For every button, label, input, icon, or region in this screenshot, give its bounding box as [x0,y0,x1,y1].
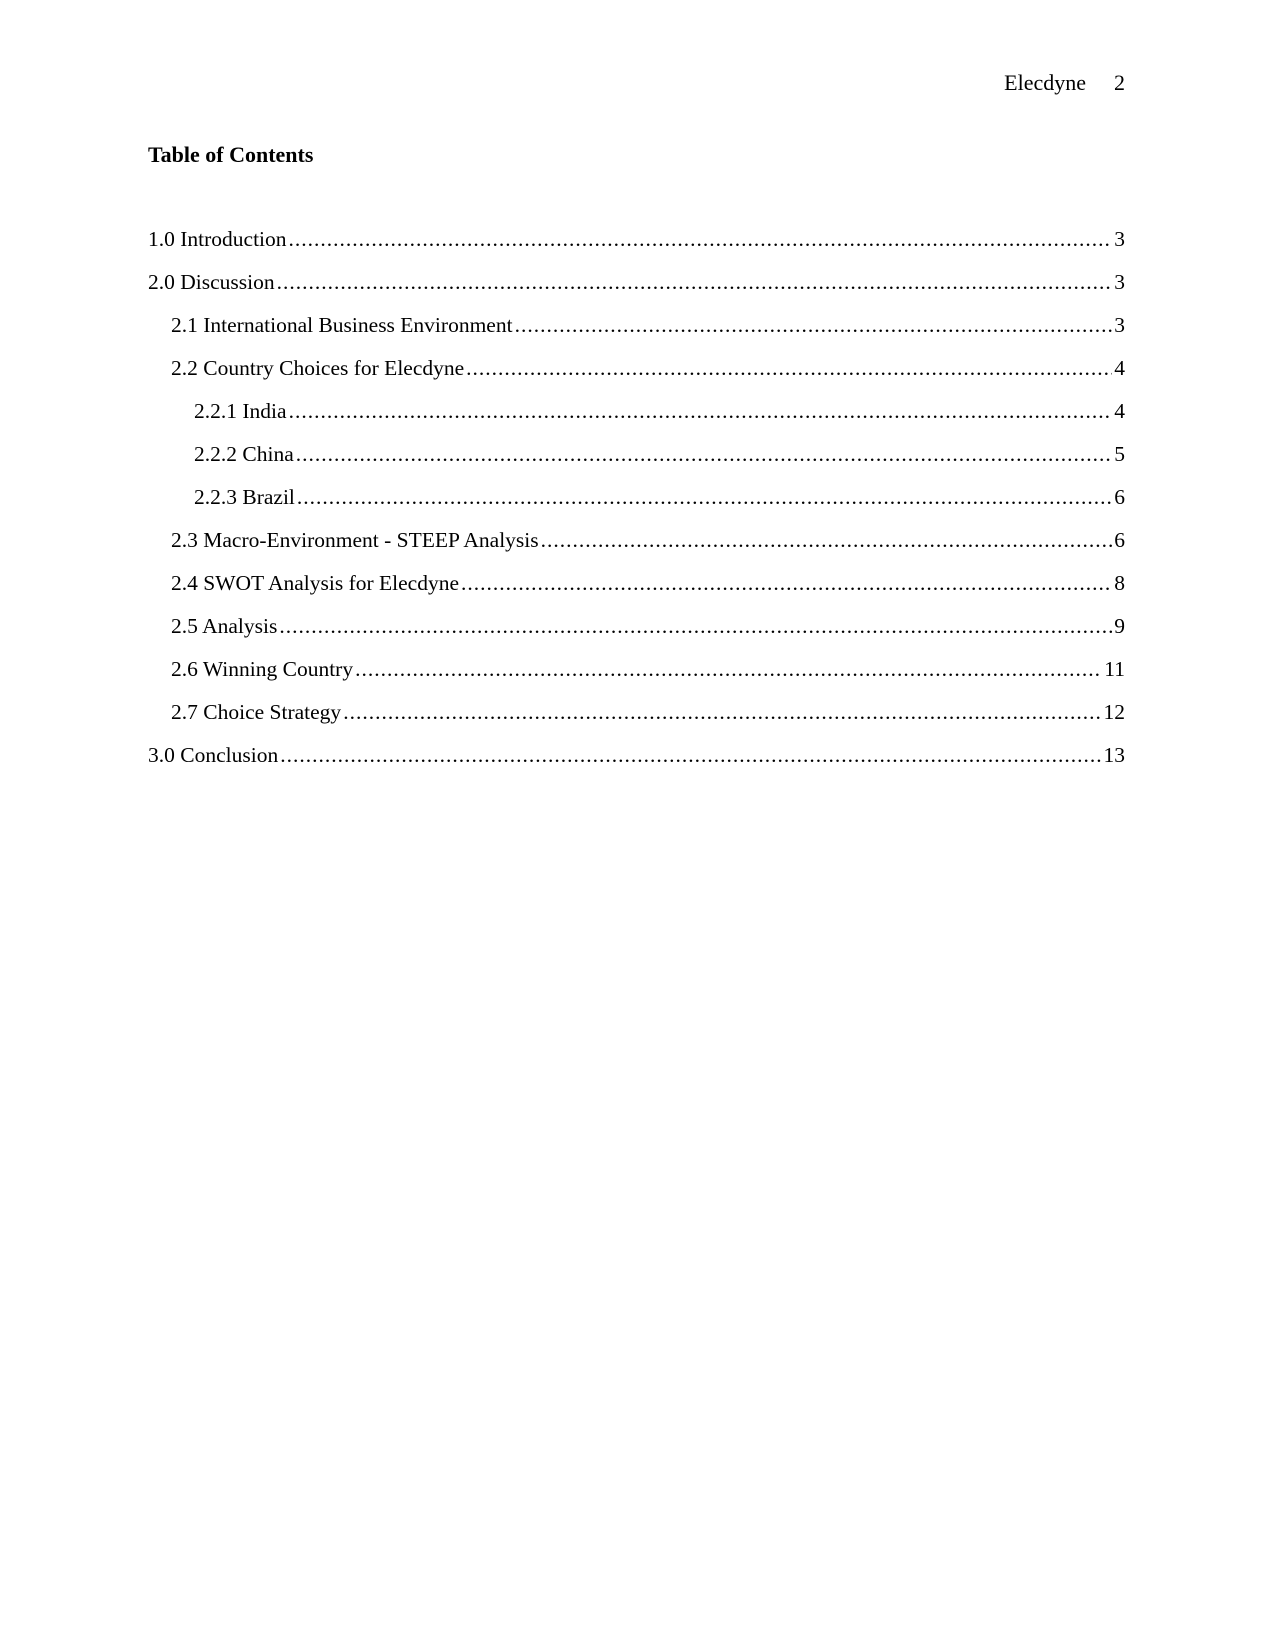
toc-entry[interactable] [148,700,1125,743]
toc-entry[interactable] [148,571,1125,614]
toc-entry[interactable] [148,743,1125,786]
dot-leader [280,743,1101,768]
table-of-contents [148,227,1125,786]
toc-entry-label: 2.2.2 China [194,442,294,466]
dot-leader [515,313,1113,338]
toc-entry-page: 13 [1103,743,1125,767]
running-head: Elecdyne [1004,70,1086,95]
dot-leader [343,700,1101,725]
dot-leader [289,399,1113,424]
toc-entry-page: 4 [1114,399,1125,423]
toc-entry[interactable] [148,399,1125,442]
dot-leader [297,485,1112,510]
dot-leader [461,571,1112,596]
toc-entry-label: 2.3 Macro-Environment - STEEP Analysis [171,528,539,552]
toc-entry[interactable] [148,657,1125,700]
dot-leader [289,227,1113,252]
toc-title: Table of Contents [148,142,314,167]
toc-entry-page: 12 [1103,700,1125,724]
toc-entry-page: 3 [1114,313,1125,337]
toc-entry[interactable] [148,356,1125,399]
toc-entry-label: 2.2.3 Brazil [194,485,295,509]
toc-entry-page: 11 [1104,657,1125,681]
toc-entry-label: 3.0 Conclusion [148,743,279,767]
toc-entry-page: 4 [1114,356,1125,380]
dot-leader [296,442,1113,467]
page-header [1004,70,1125,96]
toc-entry-label: 2.5 Analysis [171,614,278,638]
dot-leader [355,657,1102,682]
toc-entry[interactable] [148,614,1125,657]
toc-entry-label: 2.6 Winning Country [171,657,354,681]
toc-entry-label: 1.0 Introduction [148,227,287,251]
toc-entry-label: 2.4 SWOT Analysis for Elecdyne [171,571,460,595]
toc-entry-label: 2.7 Choice Strategy [171,700,342,724]
page-number: 2 [1114,70,1125,95]
dot-leader [541,528,1113,553]
toc-entry-label: 2.1 International Business Environment [171,313,513,337]
toc-entry-page: 8 [1114,571,1125,595]
toc-entry[interactable] [148,442,1125,485]
toc-entry-page: 3 [1114,227,1125,251]
toc-entry[interactable] [148,270,1125,313]
toc-entry[interactable] [148,227,1125,270]
toc-entry-page: 6 [1114,528,1125,552]
dot-leader [279,614,1112,639]
toc-entry-page: 6 [1114,485,1125,509]
toc-entry-page: 5 [1114,442,1125,466]
toc-entry[interactable] [148,313,1125,356]
dot-leader [466,356,1112,381]
toc-entry[interactable] [148,485,1125,528]
toc-entry-page: 3 [1114,270,1125,294]
dot-leader [277,270,1113,295]
toc-entry-label: 2.2.1 India [194,399,287,423]
toc-entry-page: 9 [1114,614,1125,638]
toc-entry-label: 2.0 Discussion [148,270,275,294]
toc-entry-label: 2.2 Country Choices for Elecdyne [171,356,465,380]
toc-entry[interactable] [148,528,1125,571]
